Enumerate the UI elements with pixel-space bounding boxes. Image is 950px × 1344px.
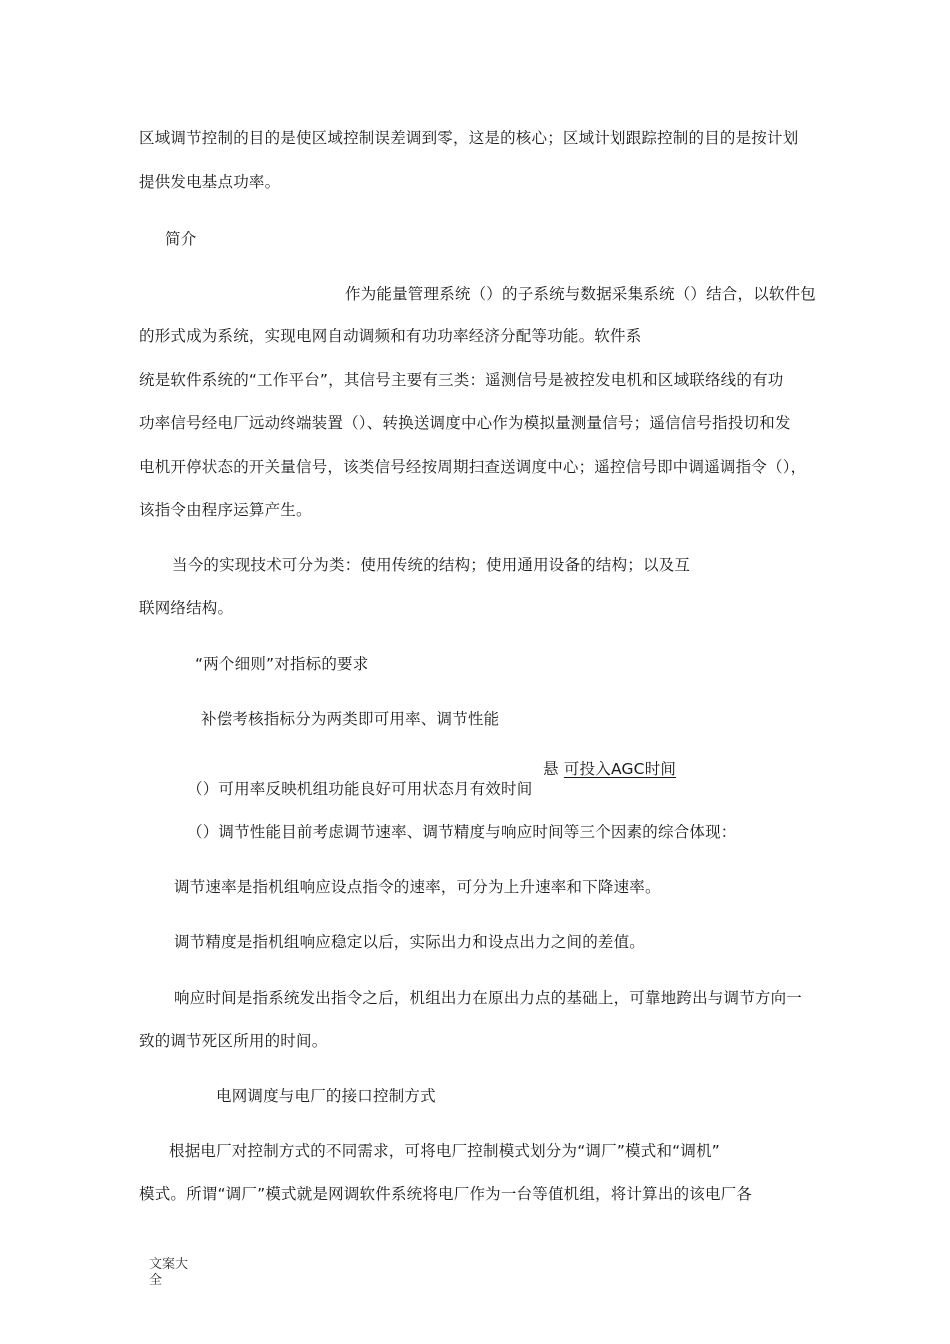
paragraph-3-line-2: 联网络结构。 xyxy=(139,599,234,617)
paragraph-1-line-1: 区域调节控制的目的是使区域控制误差调到零，这是的核心；区域计划跟踪控制的目的是按计划 xyxy=(139,129,799,147)
paragraph-4-line-3: （）调节性能目前考虑调节速率、调节精度与响应时间等三个因素的综合体现： xyxy=(187,823,737,841)
paragraph-2-line-6: 该指令由程序运算产生。 xyxy=(139,501,312,519)
section-heading-intro: 简介 xyxy=(165,230,197,248)
paragraph-7-line-2: 致的调节死区所用的时间。 xyxy=(139,1032,328,1050)
paragraph-2-line-1: 作为能量管理系统（）的子系统与数据采集系统（）结合，以软件包 xyxy=(345,285,817,303)
section-heading-interface: 电网调度与电厂的接口控制方式 xyxy=(216,1087,436,1105)
paragraph-5: 调节速率是指机组响应设点指令的速率，可分为上升速率和下降速率。 xyxy=(174,878,661,896)
paragraph-8-line-1: 根据电厂对控制方式的不同需求，可将电厂控制模式划分为“调厂”模式和“调机” xyxy=(169,1142,721,1160)
paragraph-1-line-2: 提供发电基点功率。 xyxy=(139,173,281,191)
paragraph-4-line-1: 补偿考核指标分为两类即可用率、调节性能 xyxy=(201,710,500,728)
section-heading-rules: “两个细则”对指标的要求 xyxy=(195,655,369,673)
footer-watermark-line-1: 文案大 xyxy=(149,1257,189,1272)
footer-watermark-line-2: 全 xyxy=(149,1273,163,1288)
paragraph-6: 调节精度是指机组响应稳定以后，实际出力和设点出力之间的差值。 xyxy=(174,933,646,951)
paragraph-4-line-2: （）可用率反映机组功能良好可用状态月有效时间 xyxy=(187,780,533,798)
formula-text: 可投入AGC时间 xyxy=(563,760,677,778)
paragraph-2-line-5: 电机开停状态的开关量信号，该类信号经按周期扫查送调度中心；遥控信号即中调遥调指令（）， xyxy=(139,458,807,476)
paragraph-3-line-1: 当今的实现技术可分为类：使用传统的结构；使用通用设备的结构；以及互 xyxy=(172,556,691,574)
paragraph-8-line-2: 模式。所谓“调厂”模式就是网调软件系统将电厂作为一台等值机组，将计算出的该电厂各 xyxy=(139,1185,753,1203)
paragraph-7-line-1: 响应时间是指系统发出指令之后，机组出力在原出力点的基础上，可靠地跨出与调节方向一 xyxy=(174,989,803,1007)
paragraph-2-line-4: 功率信号经电厂远动终端装置（）、转换送调度中心作为模拟量测量信号；遥信信号指投切和发 xyxy=(139,414,791,432)
formula-fragment xyxy=(543,759,676,779)
formula-prefix: 悬 xyxy=(543,760,559,778)
paragraph-2-line-3: 统是软件系统的“工作平台”，其信号主要有三类：遥测信号是被控发电机和区域联络线的有功 xyxy=(139,371,784,389)
paragraph-2-line-2: 的形式成为系统，实现电网自动调频和有功功率经济分配等功能。软件系 xyxy=(139,327,642,345)
